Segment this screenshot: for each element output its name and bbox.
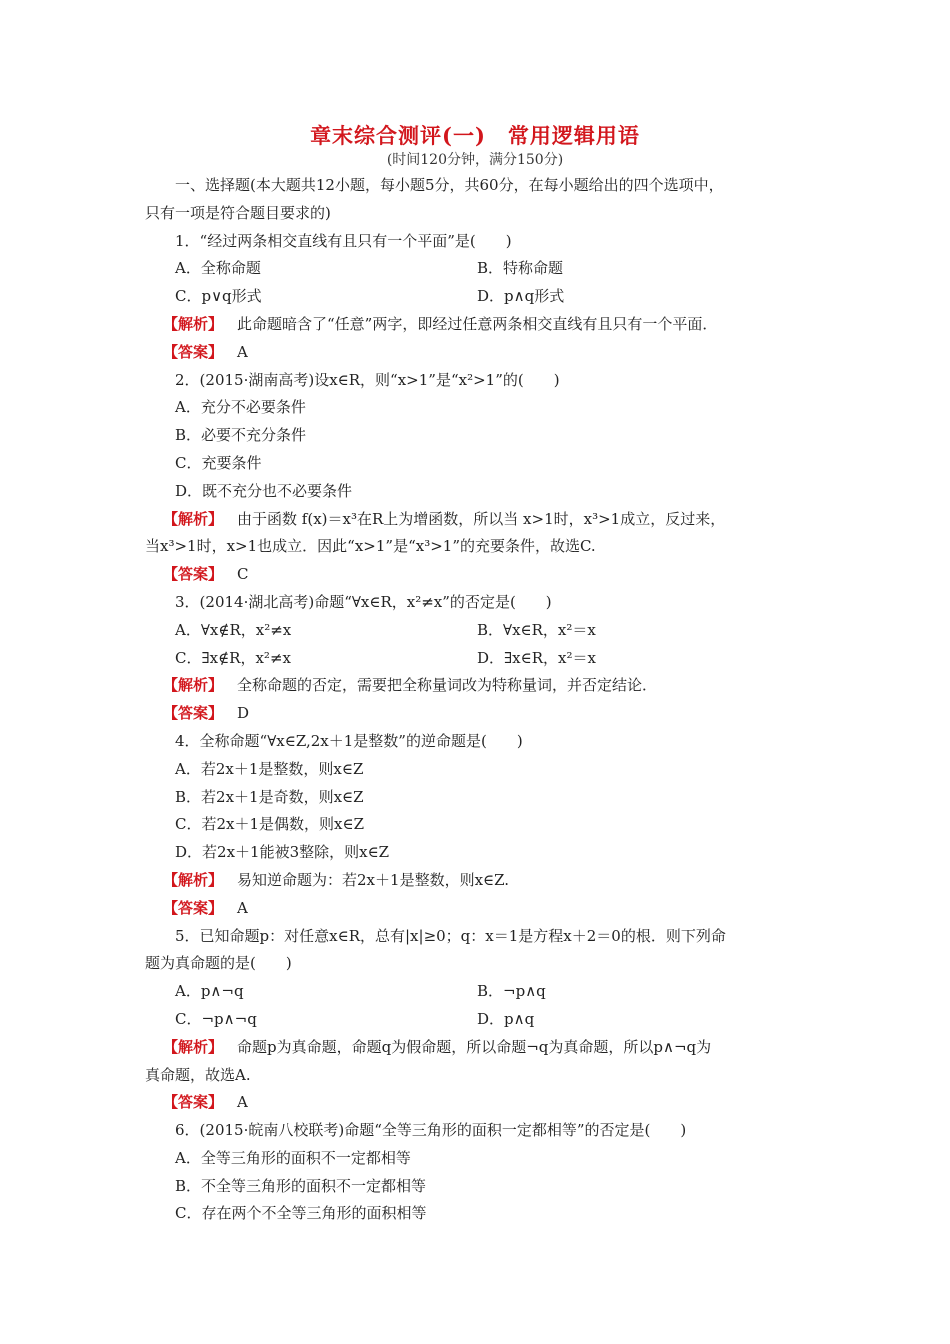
- document-body: [145, 172, 810, 1228]
- answer-label: 【答案】: [163, 1093, 224, 1112]
- page-title: 章末综合测评(一) 常用逻辑用语: [310, 123, 640, 148]
- question-2-stem: 2．(2015·湖南高考)设x∈R，则“x>1”是“x²>1”的( ): [175, 370, 560, 389]
- question-5-stem-cont: 题为真命题的是( ): [145, 954, 292, 973]
- option-a: A．全称命题: [175, 259, 261, 278]
- option-d: D．p∧q: [477, 1009, 535, 1028]
- question-3-options-row2: [145, 645, 810, 673]
- answer-text: C: [237, 565, 249, 584]
- option-c: C．p∨q形式: [175, 287, 262, 306]
- option-b: B．若2x＋1是奇数，则x∈Z: [175, 787, 364, 806]
- answer-text: A: [237, 898, 248, 917]
- answer-label: 【答案】: [163, 704, 224, 723]
- question-5-analysis: [145, 1034, 810, 1062]
- option-c: C．充要条件: [175, 453, 262, 472]
- analysis-text: 由于函数 f(x)＝x³在R上为增函数，所以当 x>1时，x³>1成立，反过来，: [237, 509, 726, 528]
- answer-text: D: [237, 704, 250, 723]
- option-b: B．∀x∈R，x²＝x: [477, 620, 596, 639]
- answer-label: 【答案】: [163, 342, 224, 361]
- option-d: D．既不充分也不必要条件: [175, 481, 353, 500]
- question-4-analysis: [145, 867, 810, 895]
- analysis-label: 【解析】: [163, 676, 224, 695]
- option-b: B．不全等三角形的面积不一定都相等: [175, 1176, 427, 1195]
- option-c: C．¬p∧¬q: [175, 1009, 257, 1028]
- option-a: A．充分不必要条件: [175, 398, 306, 417]
- option-c: C．存在两个不全等三角形的面积相等: [175, 1204, 427, 1223]
- option-c: C．若2x＋1是偶数，则x∈Z: [175, 815, 365, 834]
- option-a: A．∀x∉R，x²≠x: [175, 620, 292, 639]
- option-a: A．若2x＋1是整数，则x∈Z: [175, 759, 364, 778]
- page-subtitle: (时间120分钟，满分150分): [386, 152, 564, 168]
- answer-text: A: [237, 1093, 248, 1112]
- analysis-label: 【解析】: [163, 509, 224, 528]
- option-d: D．∃x∈R，x²＝x: [477, 648, 596, 667]
- option-a: A．全等三角形的面积不一定都相等: [175, 1148, 411, 1167]
- question-3-options-row1: [145, 617, 810, 645]
- analysis-text: 命题p为真命题，命题q为假命题，所以命题¬q为真命题，所以p∧¬q为: [237, 1037, 712, 1056]
- question-1-options-row2: [145, 283, 810, 311]
- option-d: D．若2x＋1能被3整除，则x∈Z: [175, 843, 390, 862]
- question-2-analysis-cont: 当x³>1时，x>1也成立．因此“x>1”是“x³>1”的充要条件，故选C.: [145, 537, 596, 556]
- question-5-options-row1: [145, 978, 810, 1006]
- section-heading-line1: 一、选择题(本大题共12小题，每小题5分，共60分，在每小题给出的四个选项中，: [175, 176, 724, 194]
- question-1-answer: [145, 339, 810, 367]
- section-heading-line2: 只有一项是符合题目要求的): [145, 203, 331, 222]
- question-3-analysis: [145, 672, 810, 700]
- question-5-options-row2: [145, 1006, 810, 1034]
- question-4-answer: [145, 895, 810, 923]
- option-c: C．∃x∉R，x²≠x: [175, 648, 291, 667]
- answer-text: A: [237, 342, 248, 361]
- option-b: B．特称命题: [477, 259, 564, 278]
- answer-label: 【答案】: [163, 898, 224, 917]
- option-b: B．必要不充分条件: [175, 426, 307, 445]
- question-1-analysis: [145, 311, 810, 339]
- option-b: B．¬p∧q: [477, 982, 546, 1001]
- analysis-text: 易知逆命题为：若2x＋1是整数，则x∈Z.: [237, 870, 510, 889]
- question-6-stem: 6．(2015·皖南八校联考)命题“全等三角形的面积一定都相等”的否定是( ): [175, 1121, 687, 1140]
- analysis-label: 【解析】: [163, 1037, 224, 1056]
- question-3-answer: [145, 700, 810, 728]
- analysis-label: 【解析】: [163, 870, 224, 889]
- question-2-answer: [145, 561, 810, 589]
- analysis-label: 【解析】: [163, 314, 224, 333]
- question-1-stem: 1．“经过两条相交直线有且只有一个平面”是( ): [175, 231, 512, 250]
- question-5-answer: [145, 1089, 810, 1117]
- answer-label: 【答案】: [163, 565, 224, 584]
- analysis-text: 此命题暗含了“任意”两字，即经过任意两条相交直线有且只有一个平面．: [237, 314, 718, 333]
- analysis-text: 全称命题的否定，需要把全称量词改为特称量词，并否定结论．: [237, 676, 658, 695]
- option-d: D．p∧q形式: [477, 287, 565, 306]
- question-3-stem: 3．(2014·湖北高考)命题“∀x∈R，x²≠x”的否定是( ): [175, 592, 552, 611]
- question-5-stem: 5．已知命题p：对任意x∈R，总有|x|≥0；q：x＝1是方程x＋2＝0的根．则下列命: [175, 926, 726, 945]
- question-1-options-row1: [145, 255, 810, 283]
- question-4-stem: 4．全称命题“∀x∈Z,2x＋1是整数”的逆命题是( ): [175, 731, 523, 750]
- question-2-analysis: [145, 506, 810, 534]
- option-a: A．p∧¬q: [175, 982, 244, 1001]
- question-5-analysis-cont: 真命题，故选A.: [145, 1065, 251, 1084]
